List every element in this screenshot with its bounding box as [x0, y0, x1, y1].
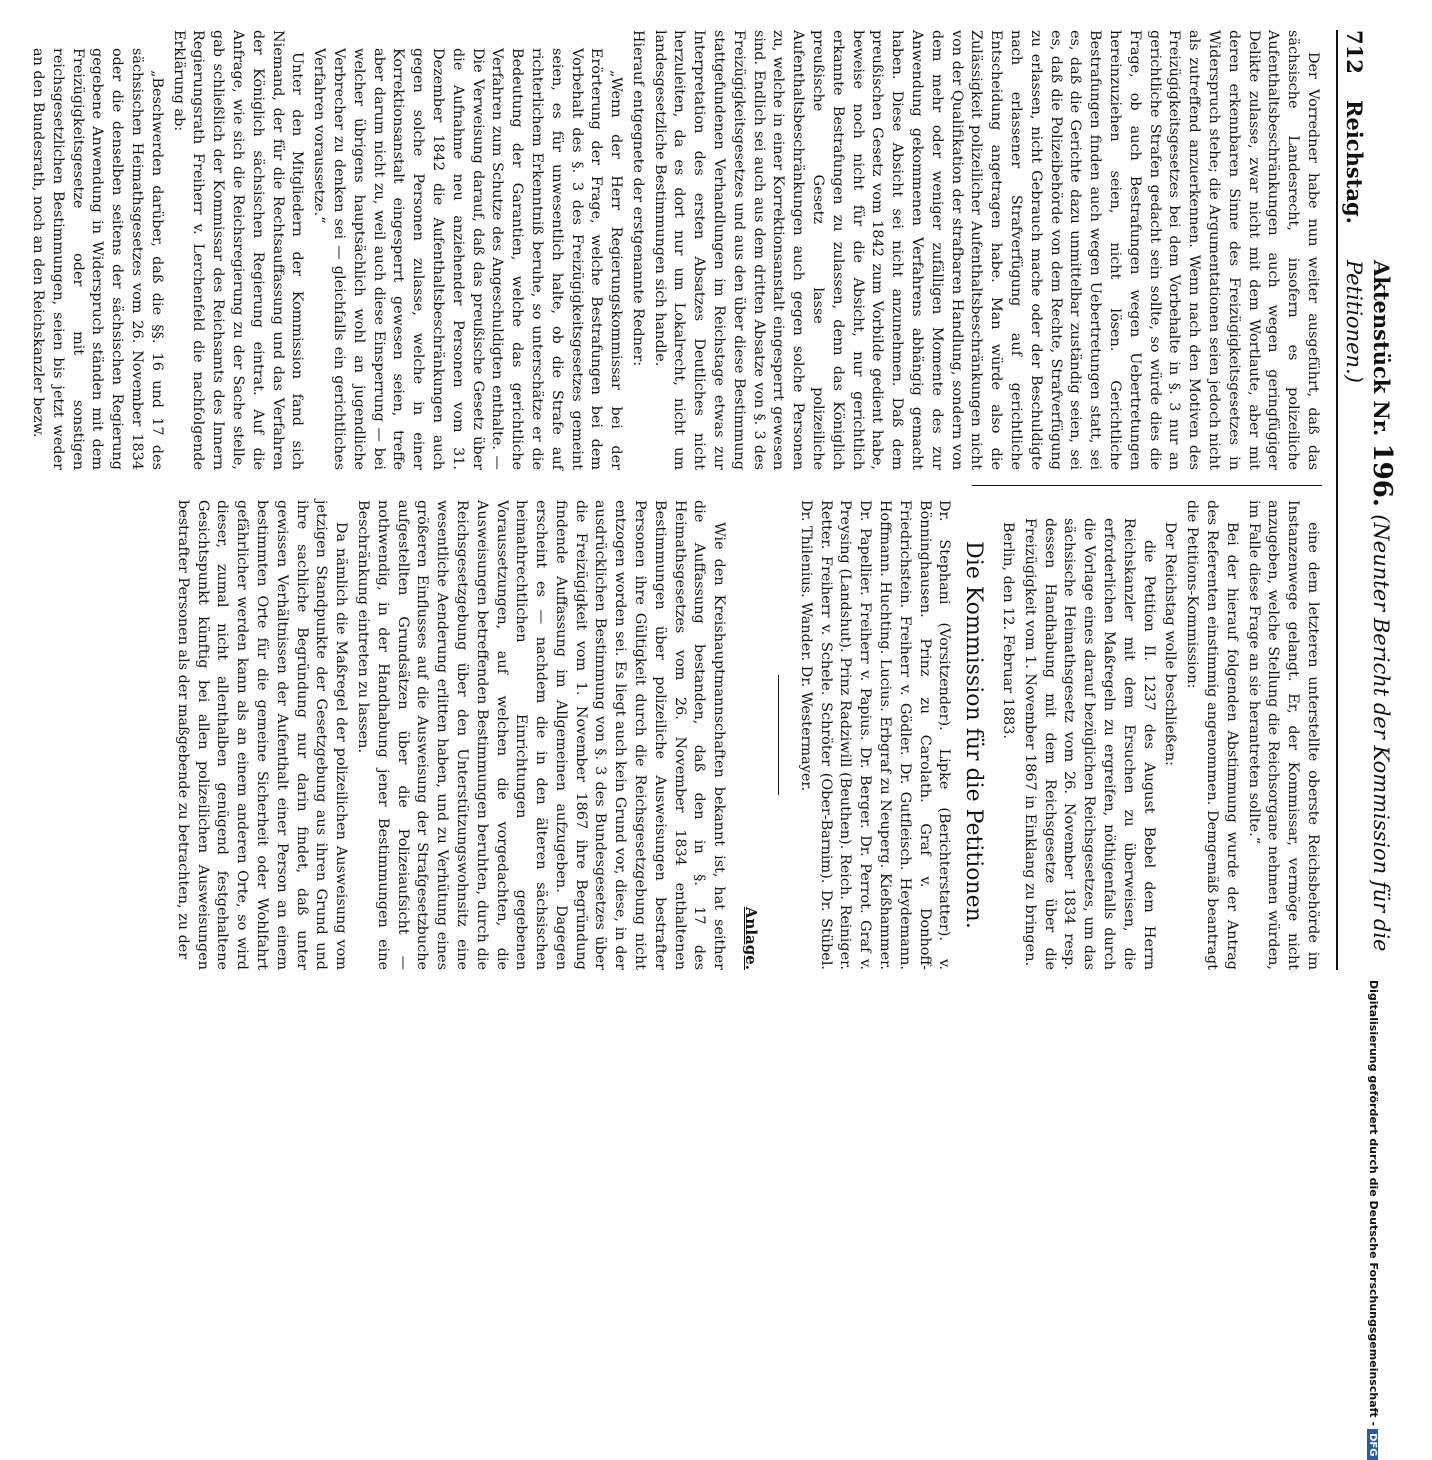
header-title: (Neunter Bericht der Kommission für die Petitionen.) [1342, 260, 1393, 952]
paragraph: eine dem letzteren unterstellte oberste Reichsbehörde im Instanzenwege gelangt. Er, der Kommissar, vermöge nicht anzugeben, welche Stellung die Reichsorgane nehmen würden, im Falle diese Frage an sie herantreten sollte.“ [1245, 500, 1321, 970]
commission-title: Die Kommission für die Petitionen. [961, 541, 987, 929]
left-column [18, 30, 1322, 470]
resolution: die Petition II. 1237 des August Bebel dem Herrn Reichskanzler mit dem Ersuchen zu überweisen, die erforderlichen Maßregeln zu ergreifen, nöthigenfalls durch die Vorlage eines darauf bezüglichen Reichsgesetzes, um das sächsische Heimathsgesetz vom 26. November 1834 resp. dessen Handhabung mit dem Reichsgesetze über die Freizügigkeit vom 1. November 1867 in Einklang zu bringen. [1021, 518, 1157, 970]
right-column [18, 500, 1322, 970]
member-list: Dr. Stephani (Vorsitzender). Lipke (Berichterstatter). v. Bönninghausen. Prinz zu Carolath. Graf v. Donhoff-Friedrichstein. Freiherr v. Gödler. Dr. Gutfleisch. Heydemann. Hoffmann. Huchting. Lucius. Erbgraf zu Neuperg. Kießhammer. Dr. Papellier. Freiherr v. Papius. Dr. Berger. Dr. Perrot. Graf v. Preysing (Landshut). Prinz Radziwill (Beuthen). Reich. Reiniger. Retter. Freiherr v. Schele. Schröter (Ober-Barnim). Dr. Stübel. Dr. Thilenius. Wander. Dr. Westermayer. [797, 500, 953, 970]
divider [778, 675, 779, 795]
paragraph: Wie den Kreishauptmannschaften bekannt ist, hat seither die Auffassung bestanden, daß den in §. 17 des Heimathsgesetzes vom 26. November 1834 enthaltenen Bestimmungen über polizeiliche Ausweisungen bestrafter Personen ihre Gültigkeit durch die Reichsgesetzgebung nicht entzogen worden sei. Es liegt auch kein Grund vor, diese, in der ausdrücklichen Bestimmung von §. 3 des Bundesgesetzes über die Freizügigkeit vom 1. November 1867 ihre Begründung findende Auffassung im Allgemeinen aufzugeben. Dagegen erscheint es — nachdem die in den älteren sächsischen heimathrechtlichen Einrichtungen gegebenen Voraussetzungen, auf welchen die vorgedachten, die Ausweisungen betreffenden Bestimmungen beruhten, durch die Reichsgesetzgebung über den Unterstützungswohnsitz eine wesentliche Aenderung erlitten haben, und zu Verhütung eines größeren Einflusses auf die Ausweisung der Strafgesetzbuche aufgestellten Grundsätzen über die Polizeiaufsicht — nothwendig, in der Handhabung jener Bestimmungen eine Beschränkung eintreten zu lassen. [354, 500, 728, 970]
header-doc-number: 196. [1367, 443, 1397, 507]
date-line: Berlin, den 12. Februar 1883. [1000, 522, 1017, 739]
paragraph: „Wenn der Herr Regierungskommissar bei der Erörterung der Frage, welche Bestrafungen bei dem Vorbehalt des §. 3 des Freizügigkeitsgesetzes gemeint seien, es für unwesentlich halte, ob die Strafe auf richterlichem Erkenntniß beruhe, so unterschätze er die Bedeutung der Garantien, welche das gerichtliche Verfahren zum Schutze des Angeschuldigten enthalte. — Die Verweisung darauf, daß das preußische Gesetz über die Aufnahme neu anziehender Personen vom 31. Dezember 1842 die Aufenthaltsbeschränkungen auch gegen solche Personen zulasse, welche in einer Korrektionsanstalt eingesperrt gewesen seien, treffe aber darum nicht zu, weil auch diese Einsperrung — bei welcher übrigens hauptsächlich wohl an jugendliche Verbrecher zu denken sei — gleichfalls ein gerichtliches Verfahren voraussetze.“ [311, 48, 625, 470]
digitization-text: Digitalisierung gefördert durch die Deutsche Forschungsgemeinschaft - [1367, 980, 1380, 1427]
paragraph: Hierauf entgegnete der erstgenannte Redner: [629, 30, 646, 367]
page-header [1342, 30, 1397, 970]
appendix-label: Anlage. [742, 906, 761, 970]
paragraph: Da nämlich die Maßregel der polizeilichen Ausweisung vom jetzigen Standpunkte der Gesetzgebung aus ihren Grund und ihre sachliche Begründung nur darin findet, daß unter gewissen Verhältnissen der Aufenthalt einer Person an einem bestimmten Orte für die gemeine Sicherheit oder Wohlfahrt gefährlicher werden kann als an einem anderen Orte, so wird dieser, zumal nicht allenthalben genügend festgehaltene Gesichtspunkt künftig bei allen polizeilichen Ausweisungen bestrafter Personen als der maßgebende zu betrachten, zu der [174, 500, 350, 970]
page-number: 712 [1342, 30, 1367, 74]
column-separator [972, 485, 1322, 486]
header-source: Reichstag. [1342, 100, 1367, 224]
paragraph: Der Reichstag wolle beschließen: [1162, 522, 1179, 767]
paragraph: Bei der hierauf folgenden Abstimmung wurde der Antrag des Referenten einstimmig angenommen. Demgemäß beantragt die Petitions-Kommission: [1184, 500, 1240, 970]
digitization-note [1367, 980, 1380, 1457]
header-rule [1336, 30, 1338, 970]
paragraph: Der Vorredner habe nun weiter ausgeführt, daß das sächsische Landesrecht, insofern es polizeiliche Aufenthaltsbeschränkungen auch wegen geringfügiger Delikte zulasse, zwar nicht mit dem Wortlaute, aber mit deren erkennbaren Sinne des Freizügigkeitsgesetzes in Widerspruch stehe; die Argumentationen seien jedoch nicht als zutreffend anzuerkennen. Wenn nach den Motiven des Freizügigkeitsgesetzes bei dem Vorbehalte in §. 3 nur an gerichtliche Strafen gedacht sein sollte, so würde dies die Frage, ob auch Bestrafungen wegen Uebertretungen hereinzuziehen seien, nicht lösen. Gerichtliche Bestrafungen finden auch wegen Uebertretungen statt, sei es, daß die Gerichte dazu unmittelbar zuständig seien, sei es, daß die Polizeibehörde von dem Rechte, Strafverfügung zu erlassen, nicht Gebrauch mache oder der Beschuldigte nach erlassener Strafverfügung auf gerichtliche Entscheidung angetragen habe. Man würde also die Zulässigkeit polizeilicher Aufenthaltsbeschränkungen nicht von der Qualifikation der strafbaren Handlung, sondern von dem mehr oder weniger zufälligen Momente des zur Anwendung gekommenen Verfahrens abhängig gemacht haben. Diese Absicht sei nicht anzunehmen. Daß dem preußischen Gesetz vom 1842 zum Vorbilde gedient habe, beweise noch nicht für die Absicht, nur gerichtlich erkannte Bestrafungen zu zulassen, denn das Königlich preußische Gesetz lasse polizeiliche Aufenthaltsbeschränkungen auch gegen solche Personen zu, welche in einer Korrektionsanstalt eingesperrt gewesen sind. Endlich sei auch aus dem dritten Absatze von §. 3 des Freizügigkeitsgesetzes und aus den über diese Bestimmung stattgefundenen Verhandlungen im Reichstage etwas zur Interpretation des ersten Absatzes Deutliches nicht herzuleiten, da es dort nur um Lokalrecht, nicht um landesgesetzliche Bestimmungen sich handle. [651, 30, 1321, 470]
paragraph: Unter den Mitgliedern der Kommission fand sich Niemand, der für die Rechtsauffassung und das Verfahren der Königlich sächsischen Regierung eintrat. Auf die Anfrage, wie sich die Reichsregierung zu der Sache stelle, gab schließlich der Kommissar des Reichsamts des Innern Regierungsrath Freiherr v. Lerchenfeld die nachfolgende Erklärung ab: [170, 30, 306, 470]
paragraph: „Beschwerden darüber, daß die §§. 16 und 17 des sächsischen Heimathsgesetzes vom 26. November 1834 oder die denselben seitens der sächsischen Regierung gegebene Anwendung in Widerspruch ständen mit dem Freizügigkeitsgesetze oder mit sonstigen reichsgesetzlichen Bestimmungen, seien bis jetzt weder an den Bundesrath, noch an den Reichskanzler bezw. [30, 48, 165, 470]
header-section: Aktenstück Nr. [1369, 260, 1394, 437]
dfg-logo: DFG [1367, 1429, 1378, 1460]
header-doc [1342, 220, 1397, 970]
